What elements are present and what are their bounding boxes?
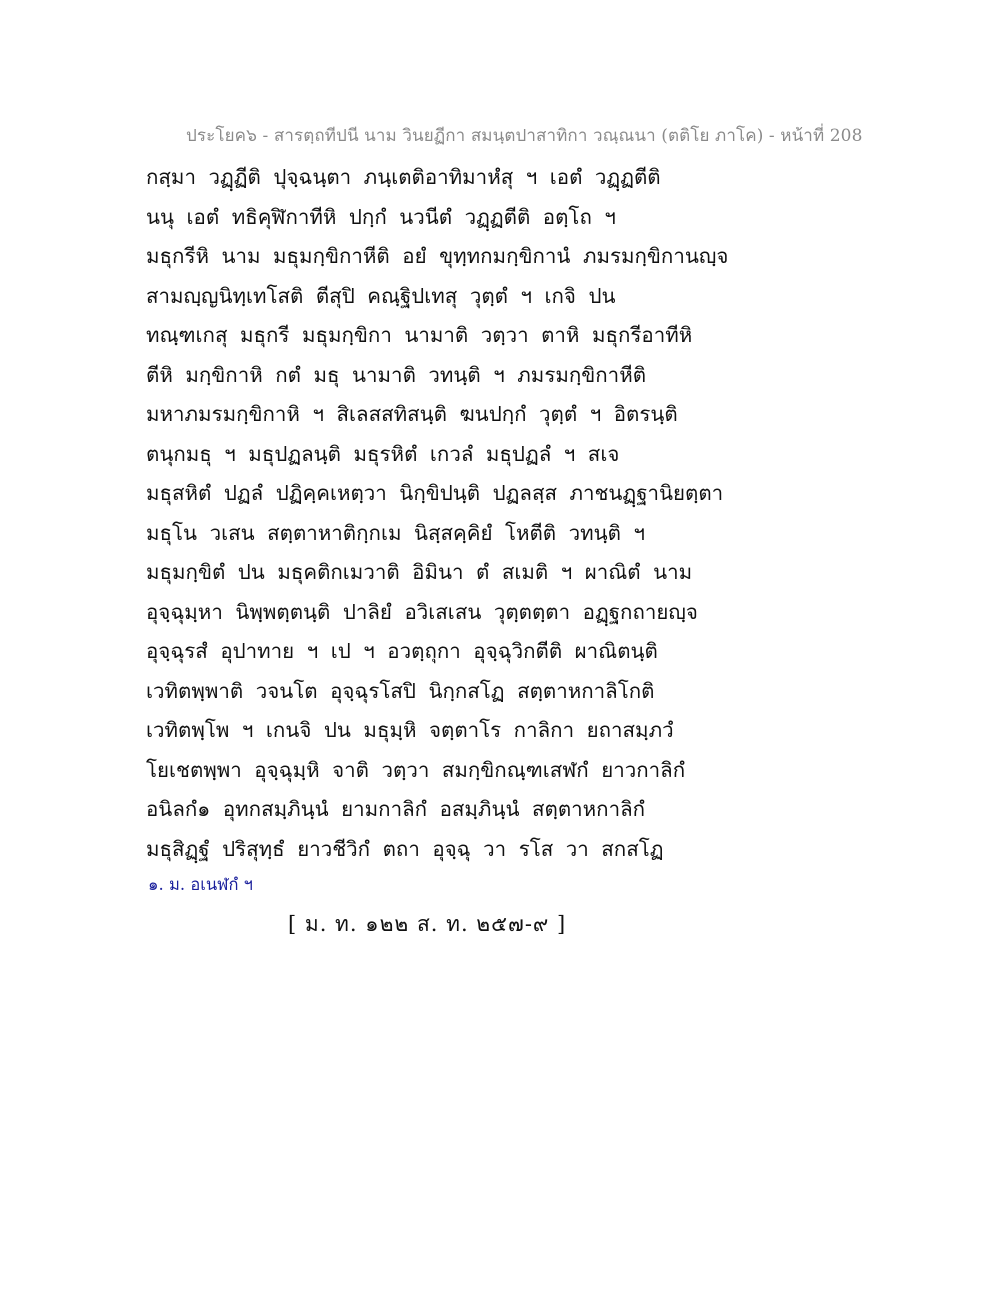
text-line: อุจฺฉุรสํ อุปาทาย ฯ เป ฯ อวตฺถุกา อุจฺฉุวิกตีติ ผาณิตนฺติ <box>146 639 658 663</box>
text-line: สามญฺญนิทฺเทโสติ ตีสุปิ คณฺฐิปเทสุ วุตฺตํ ฯ เกจิ ปน <box>146 283 616 308</box>
text-line: มธุกรีหิ นาม มธุมกฺขิกาหีติ อยํ ขุทฺทกมกฺขิกานํ ภมรมกฺขิกานญฺจ <box>146 244 729 268</box>
text-line: อนิลกํ๑ อุทกสมฺภินฺนํ ยามกาลิกํ อสมฺภินฺนํ สตฺตาหกาลิกํ <box>146 797 646 821</box>
text-line: ตีหิ มกฺขิกาหิ กตํ มธุ นามาติ วทนฺติ ฯ ภมรมกฺขิกาหีติ <box>146 362 647 387</box>
page-reference: [ ม. ท. ๑๒๒ ส. ท. ๒๕๗-๙ ] <box>288 912 567 936</box>
text-line: มธุสิฏฺฐํ ปริสุทฺธํ ยาวชีวิกํ ตถา อุจฺฉุ วา รโส วา สกสโฏ <box>146 836 664 861</box>
text-line: มธุสหิตํ ปฏลํ ปฏิคฺคเหตฺวา นิกฺขิปนฺติ ปฏลสฺส ภาชนฏฺฐานิยตฺตา <box>146 481 724 505</box>
text-line: ทณฺฑเกสุ มธุกรี มธุมกฺขิกา นามาติ วตฺวา ตาหิ มธุกรีอาทีหิ <box>146 323 693 347</box>
text-line: มหาภมรมกฺขิกาหิ ฯ สิเลสสทิสนฺติ ฆนปกฺกํ วุตฺตํ ฯ อิตรนฺติ <box>146 402 678 426</box>
text-line: อุจฺฉุมฺหา นิพฺพตฺตนฺติ ปาลิยํ อวิเสเสน วุตฺตตฺตา อฏฺฐกถายญฺจ <box>146 599 698 624</box>
text-line: ตนุกมธุ ฯ มธุปฏลนฺติ มธุรหิตํ เกวลํ มธุปฏลํ ฯ สเจ <box>146 441 620 466</box>
text-line: นนุ เอตํ ทธิคุฬิกาทีหิ ปกฺกํ นวนีตํ วฏฺฏตีติ อตฺโถ ฯ <box>146 204 616 229</box>
text-line: กสฺมา วฏฺฏีติ ปุจฺฉนฺตา ภนฺเตติอาทิมาหํสุ ฯ เอตํ วฏฺฏตีติ <box>146 165 661 189</box>
footnote: ๑. ม. อเนฬกํ ฯ <box>148 875 253 894</box>
text-line: เวทิตพฺพาติ วจนโต อุจฺฉุรโสปิ นิกฺกสโฏ สตฺตาหกาลิโกติ <box>146 678 655 703</box>
text-line: โยเชตพฺพา อุจฺฉุมฺหิ จาติ วตฺวา สมกฺขิกณฺฑเสฬกํ ยาวกาลิกํ <box>146 757 686 782</box>
text-line: มธุโน วเสน สตฺตาหาติกฺกเม นิสฺสคฺคิยํ โหตีติ วทนฺติ ฯ <box>146 520 646 545</box>
text-line: เวทิตพฺโพ ฯ เกนจิ ปน มธุมฺหิ จตฺตาโร กาลิกา ยถาสมฺภวํ <box>146 718 674 742</box>
text-line: มธุมกฺขิตํ ปน มธุคติกเมวาติ อิมินา ตํ สเมติ ฯ ผาณิตํ นาม <box>146 560 693 584</box>
body-text <box>146 158 846 869</box>
page-header: ประโยค๖ - สารตฺถทีปนี นาม วินยฏีกา สมนฺตปาสาทิกา วณฺณนา (ตติโย ภาโค) - หน้าที่ 208 <box>186 126 863 146</box>
